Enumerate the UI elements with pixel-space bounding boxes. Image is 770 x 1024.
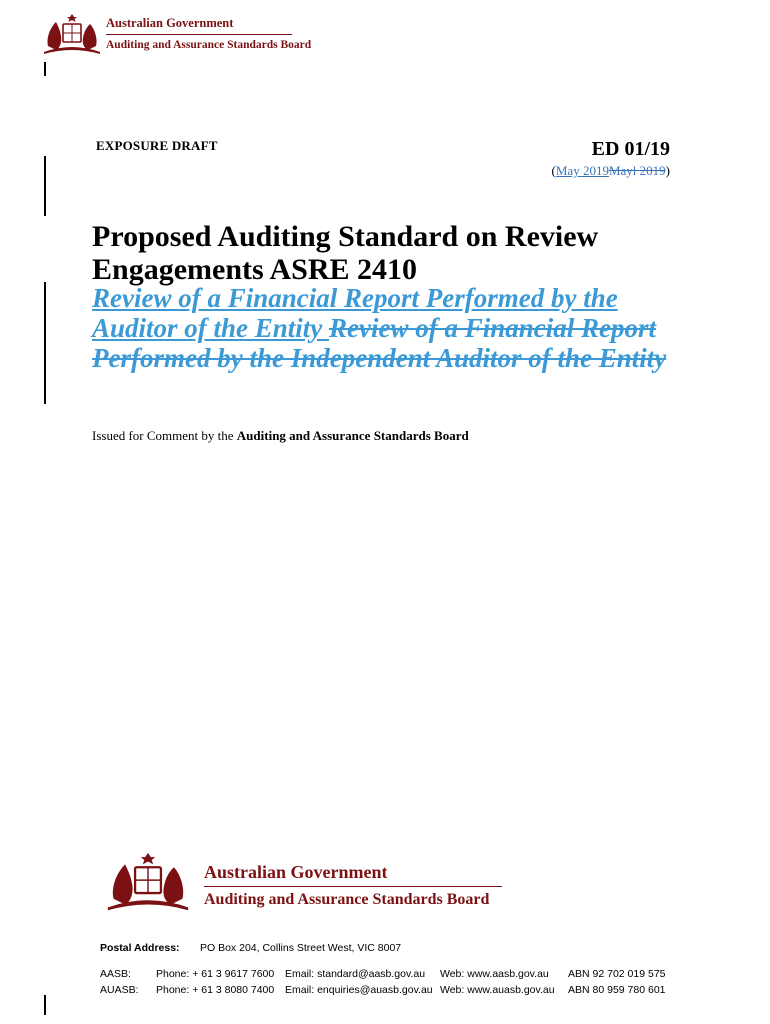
header-logo-board: Auditing and Assurance Standards Board bbox=[106, 39, 312, 51]
contact-phone: Phone: + 61 3 9617 7600 bbox=[156, 968, 275, 980]
footer-logo-board: Auditing and Assurance Standards Board bbox=[204, 891, 490, 908]
title-line-1: Proposed Auditing Standard on Review bbox=[92, 220, 599, 253]
subtitle-deleted: Review of a Financial Report Performed by the Independent Auditor of the Entity bbox=[92, 313, 667, 373]
change-bar bbox=[44, 995, 46, 1015]
date-open-paren: ( bbox=[551, 163, 556, 178]
coat-of-arms-icon bbox=[40, 12, 104, 58]
ed-date bbox=[552, 163, 670, 179]
issued-board: Auditing and Assurance Standards Board bbox=[236, 428, 469, 443]
contact-org: AUASB: bbox=[100, 984, 139, 996]
contact-org: AASB: bbox=[100, 968, 131, 980]
exposure-draft-label: EXPOSURE DRAFT bbox=[96, 138, 218, 153]
subtitle-inserted: Review of a Financial Report Performed by the Auditor of the Entity bbox=[92, 283, 618, 343]
issued-prefix: Issued for Comment by the bbox=[92, 428, 237, 443]
contact-web: Web: www.aasb.gov.au bbox=[440, 968, 549, 980]
postal-address-label: Postal Address: bbox=[100, 942, 180, 954]
change-bar bbox=[44, 282, 46, 404]
document-subtitle bbox=[92, 283, 702, 373]
contact-web: Web: www.auasb.gov.au bbox=[440, 984, 555, 996]
change-bar bbox=[44, 62, 46, 76]
change-bar bbox=[44, 156, 46, 216]
contact-abn: ABN 92 702 019 575 bbox=[568, 968, 666, 980]
contact-email: Email: standard@aasb.gov.au bbox=[285, 968, 426, 980]
contact-abn: ABN 80 959 780 601 bbox=[568, 984, 666, 996]
header-logo-rule bbox=[106, 34, 292, 35]
date-close-paren: ) bbox=[665, 163, 670, 178]
postal-address-value: PO Box 204, Collins Street West, VIC 8007 bbox=[200, 942, 402, 954]
date-deleted: Mayl 2019 bbox=[608, 163, 666, 178]
coat-of-arms-icon bbox=[100, 850, 196, 916]
contact-phone: Phone: + 61 3 8080 7400 bbox=[156, 984, 275, 996]
title-line-2: Engagements ASRE 2410 bbox=[92, 253, 418, 286]
footer-logo-gov: Australian Government bbox=[204, 862, 388, 882]
date-inserted: May 2019 bbox=[555, 163, 609, 178]
ed-number: ED 01/19 bbox=[591, 138, 670, 160]
contact-email: Email: enquiries@auasb.gov.au bbox=[285, 984, 433, 996]
document-title bbox=[92, 220, 692, 286]
header-logo-gov: Australian Government bbox=[106, 16, 234, 30]
footer-logo-rule bbox=[204, 886, 502, 887]
issued-statement bbox=[92, 428, 469, 444]
